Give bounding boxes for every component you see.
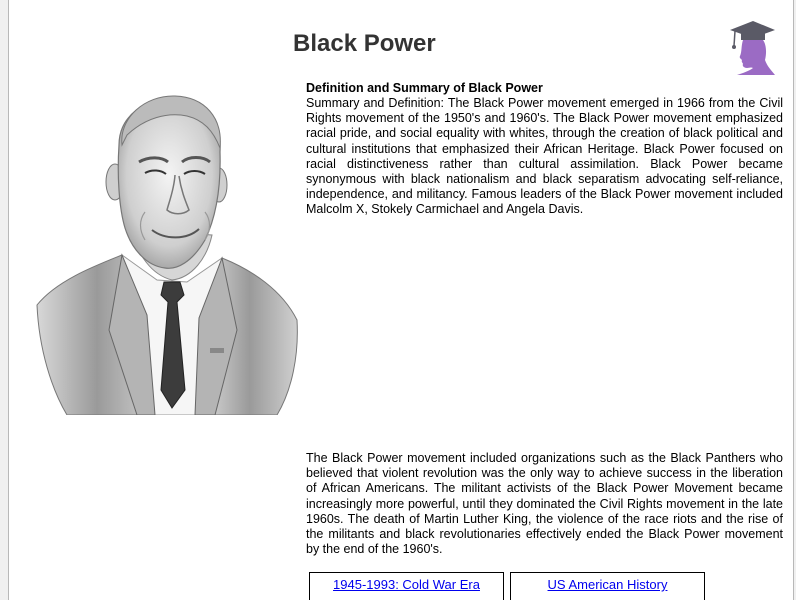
summary-paragraph: Summary and Definition: The Black Power movement emerged in 1966 from the Civil Rights movement of the 1950's and 1960's. The Black Power movement emphasized racial pride, and social equality with whites, through the creation of black political and cultural institutions that emphasized their African Heritage. Black Power focused on racial distinctiveness rather than cultural assimilation. Black Power became synonymous with black nationalism and black separatism advocating self-reliance, independence, and militancy. Famous leaders of the Black Power movement included Malcolm X, Stokely Carmichael and Angela Davis. <box>306 96 783 217</box>
us-american-history-link[interactable]: US American History <box>547 577 668 592</box>
section-heading: Definition and Summary of Black Power <box>306 81 543 95</box>
detail-paragraph: The Black Power movement included organizations such as the Black Panthers who believed that violent revolution was the only way to achieve success in the liberation of African Americans. The militant activists of the Black Power Movement became increasingly more powerful, until they dominated the Civil Rights movement in the late 1960s. The death of Martin Luther King, the violence of the race riots and the rise of the militants and black revolutionaries effectively ended the Black Power movement by the end of the 1960's. <box>306 451 783 557</box>
graduate-silhouette-icon <box>727 16 777 76</box>
page-title: Black Power <box>293 30 436 57</box>
nav-box-us-history <box>510 572 705 600</box>
cold-war-era-link[interactable]: 1945-1993: Cold War Era <box>333 577 480 592</box>
portrait-sketch <box>27 90 299 415</box>
page-container <box>8 0 794 600</box>
nav-box-cold-war <box>309 572 504 600</box>
